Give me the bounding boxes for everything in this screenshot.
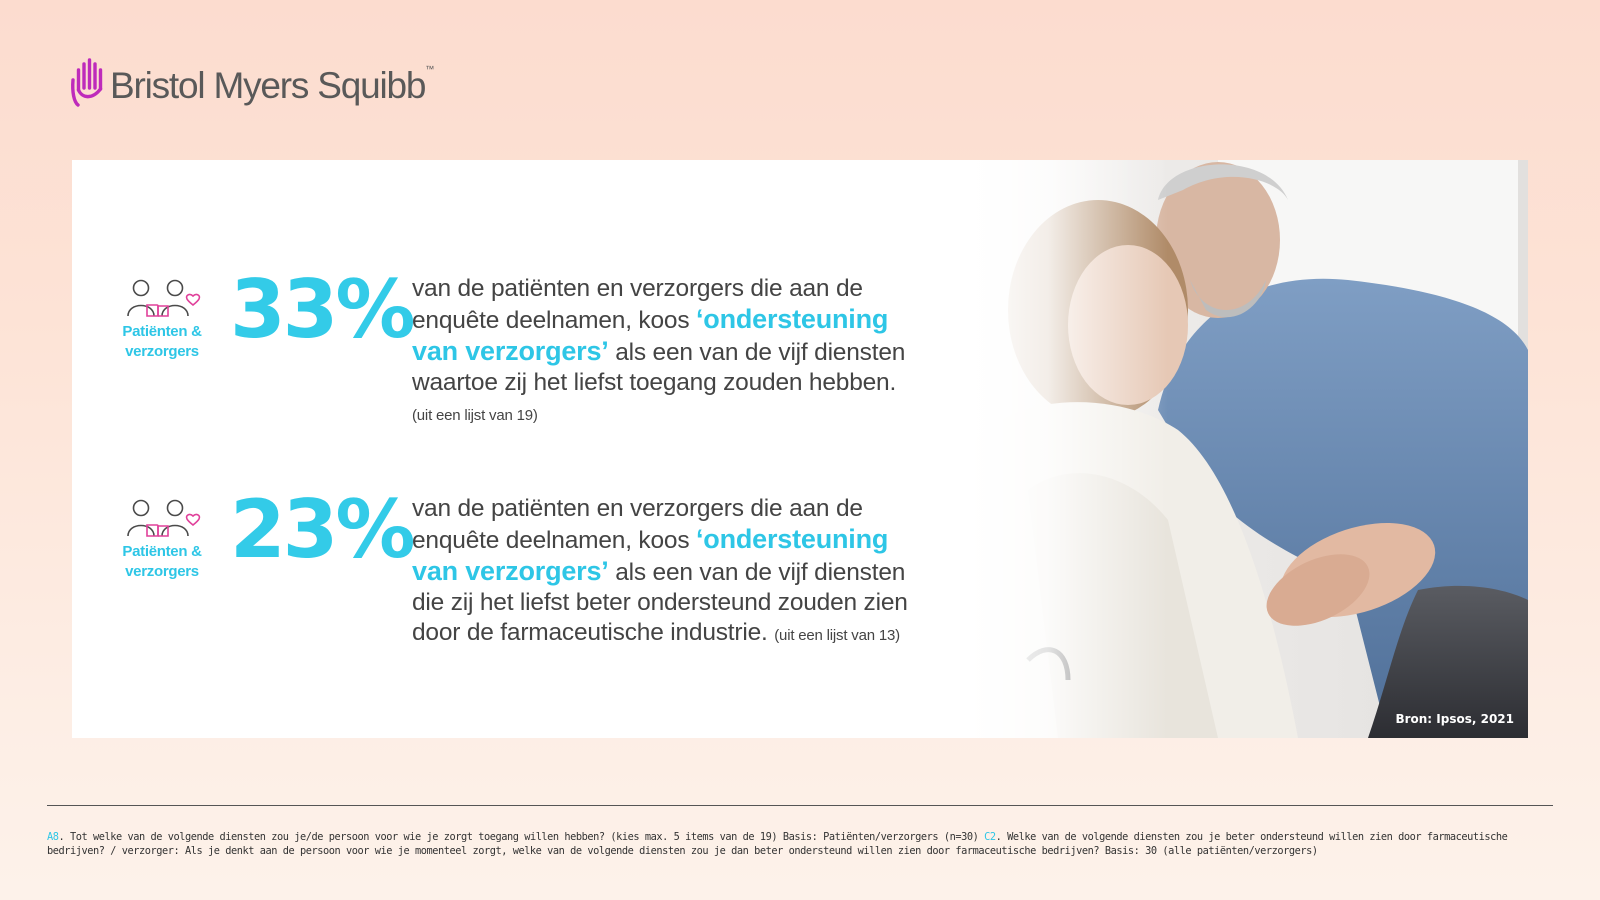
stat-description: van de patiënten en verzorgers die aan de enquête deelnamen, koos ‘ondersteuning van verzorgers’ als een van de vijf diensten die zij het liefst beter ondersteund zouden zien door de farmaceutische industrie. (uit een lijst van 13) <box>412 495 908 646</box>
persona-block <box>116 278 208 362</box>
brand-name: Bristol Myers Squibb™ <box>110 64 435 106</box>
content-card <box>72 160 1528 738</box>
question-code: C2 <box>984 831 996 843</box>
photo-fade-overlay <box>968 160 1168 738</box>
hand-logo-icon <box>70 58 104 108</box>
question-code: A8 <box>47 831 59 843</box>
patients-caregivers-icon <box>123 498 201 540</box>
stat-row <box>116 483 932 651</box>
footnote: A8. Tot welke van de volgende diensten zou je/de persoon voor wie je zorgt toegang willen hebben? (kies max. 5 items van de 19) Basis: Patiënten/verzorgers (n=30) C2. Welke van de volgende diensten zou je beter ondersteund willen zien door farmaceutische bedrijven? / verzorger: Als je denkt aan de persoon voor wie je momenteel zorgt, welke van de volgende diensten zou je dan beter ondersteund willen zien door farmaceutische bedrijven? Basis: 30 (alle patiënten/verzorgers) <box>47 831 1508 857</box>
patients-caregivers-icon <box>123 278 201 320</box>
persona-block <box>116 498 208 582</box>
couple-photo <box>968 160 1528 738</box>
stat-description: van de patiënten en verzorgers die aan de enquête deelnamen, koos ‘ondersteuning van verzorgers’ als een van de vijf diensten waartoe zij het liefst toegang zouden hebben. (uit een lijst van 19) <box>412 275 906 424</box>
highlight-text: ‘ondersteuning van verzorgers’ <box>412 304 889 366</box>
brand-logo <box>70 58 434 108</box>
percentage-value: 33% <box>230 263 413 356</box>
list-note: (uit een lijst van 13) <box>774 627 900 644</box>
highlight-text: ‘ondersteuning van verzorgers’ <box>412 524 889 586</box>
percentage-value: 23% <box>230 483 413 576</box>
stat-row <box>116 263 932 431</box>
source-credit: Bron: Ipsos, 2021 <box>1395 712 1514 726</box>
footer-divider <box>47 805 1553 806</box>
persona-label: Patiënten & verzorgers <box>122 323 202 360</box>
list-note: (uit een lijst van 19) <box>412 407 538 424</box>
persona-label: Patiënten & verzorgers <box>122 543 202 580</box>
